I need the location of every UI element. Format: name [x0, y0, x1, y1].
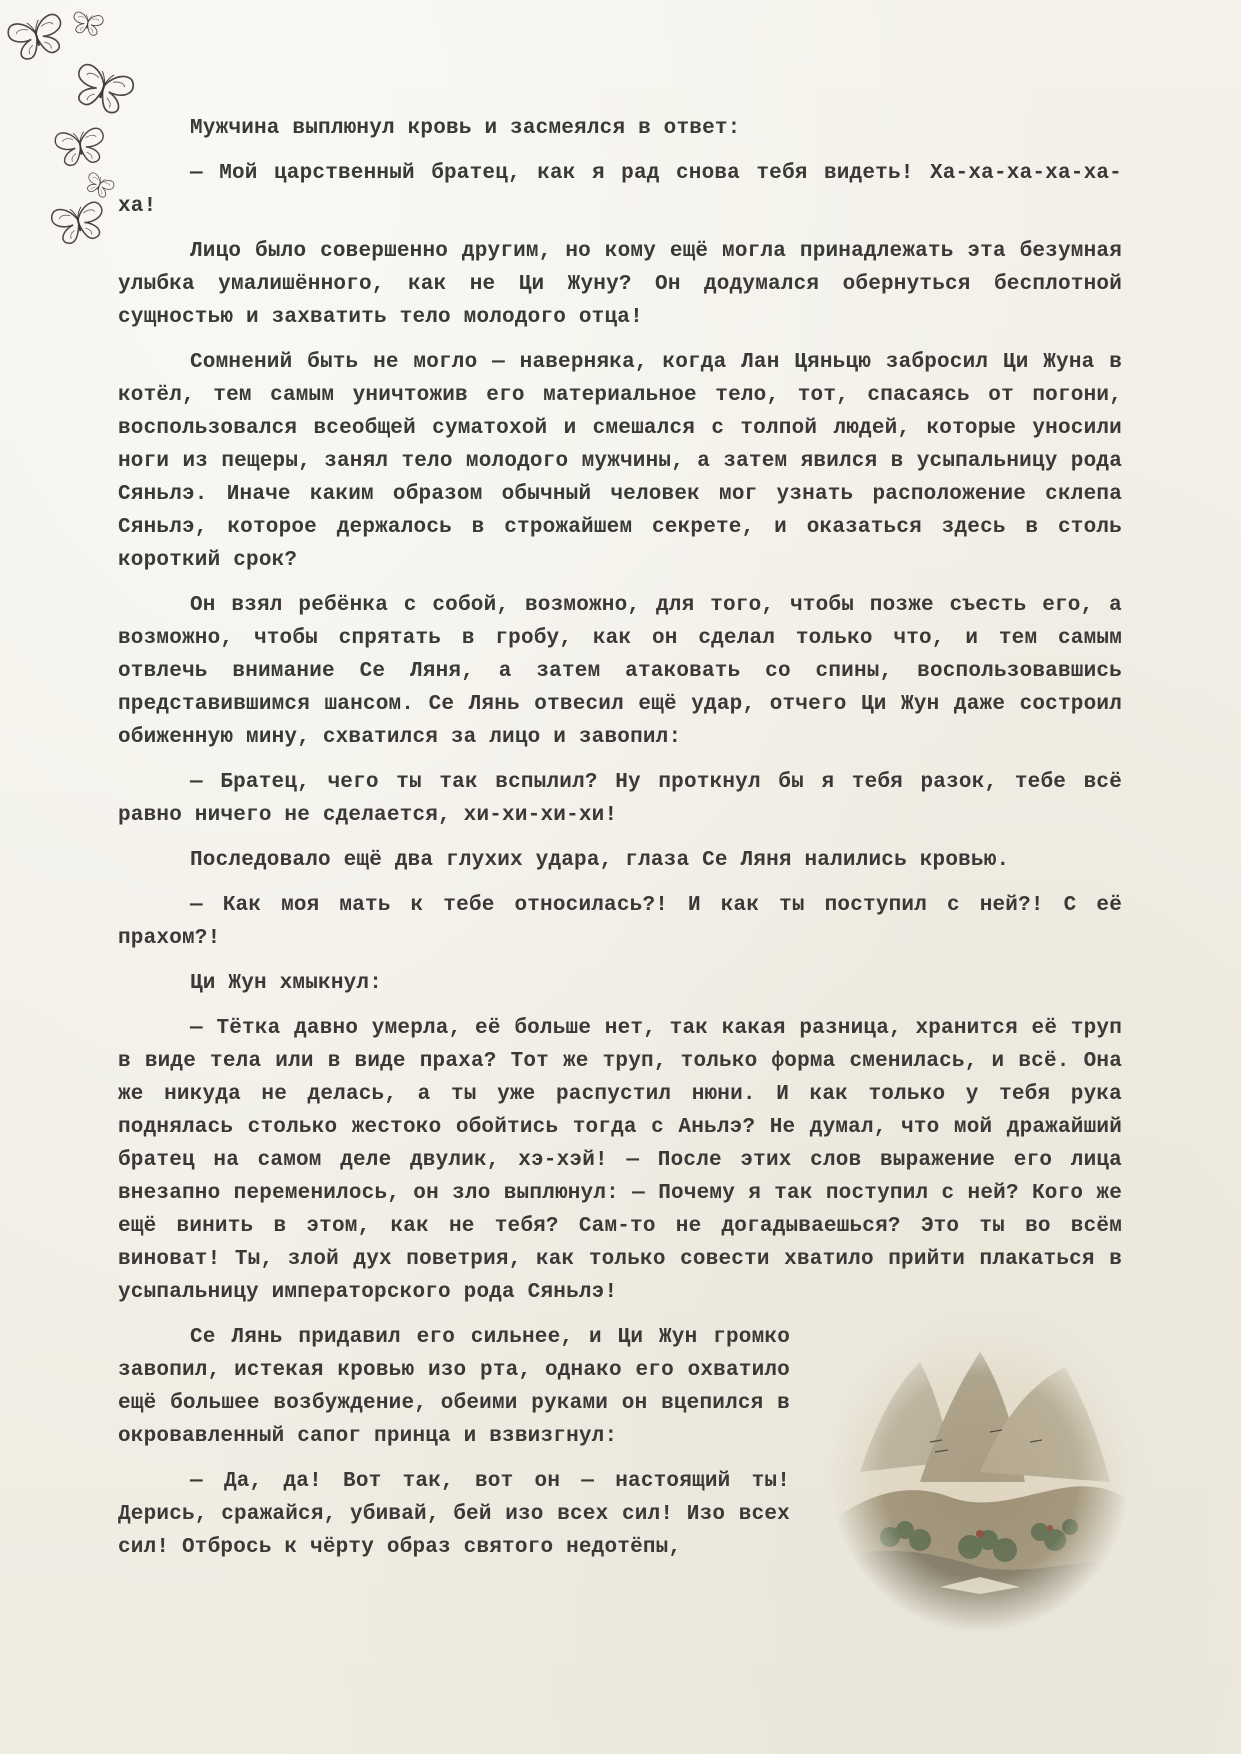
paragraph: — Тётка давно умерла, её больше нет, так какая разница, хранится её труп в виде тела или в виде праха? Тот же труп, только форма сменилась, и всё. Она же никуда не делась, а ты уже распустил нюни. И как только у тебя рука поднялась столько жестоко обойтись тогда с Аньлэ? Не думал, что мой дражайший братец на самом деле двулик, хэ-хэй! — После этих слов выражение его лица внезапно переменилось, он зло выплюнул: — Почему я так поступил с ней? Кого же ещё винить в этом, как не тебя? Сам-то не догадываешься? Это ты во всём виноват! Ты, злой дух поветрия, как только совести хватило прийти плакаться в усыпальницу императорского рода Сяньлэ! [118, 1017, 1122, 1304]
butterfly-icon [83, 172, 115, 200]
paragraph: Сомнений быть не могло — наверняка, когда Лан Цяньцю забросил Ци Жуна в котёл, тем самым уничтожив его материальное тело, тот, спасаясь от погони, воспользовался всеобщей суматохой и смешался с толпой людей, которые уносили ноги из пещеры, занял тело молодого мужчины, а затем явился в усыпальницу рода Сяньлэ. Иначе каким образом обычный человек мог узнать расположение склепа Сяньлэ, которое держалось в строжайшем секрете, и оказаться здесь в столь короткий срок? [118, 351, 1122, 572]
butterfly-icon [6, 13, 67, 63]
paragraph: Ци Жун хмыкнул: [190, 972, 383, 995]
butterfly-icon [71, 11, 104, 36]
paragraph: — Мой царственный братец, как я рад снова тебя видеть! Ха-ха-ха-ха-ха-ха! [118, 162, 1122, 218]
landscape-painting [830, 1322, 1130, 1632]
paragraph: — Братец, чего ты так вспылил? Ну проткнул бы я тебя разок, тебе всё равно ничего не сделается, хи-хи-хи-хи! [118, 771, 1122, 827]
paragraph: Се Лянь придавил его сильнее, и Ци Жун громко завопил, истекая кровью изо рта, однако его охватило ещё большее возбуждение, обеими руками он вцепился в окровавленный сапог принца и взвизгнул: [118, 1326, 790, 1448]
paragraph: Мужчина выплюнул кровь и засмеялся в ответ: [190, 117, 741, 140]
butterfly-icon [50, 201, 107, 246]
paragraph: Он взял ребёнка с собой, возможно, для того, чтобы позже съесть его, а возможно, чтобы спрятать в гробу, как он сделал только что, и тем самым отвлечь внимание Се Ляня, а затем атаковать со спины, воспользовавшись представившимся шансом. Се Лянь отвесил ещё удар, отчего Ци Жун даже состроил обиженную мину, схватился за лицо и завопил: [118, 594, 1122, 749]
paragraph: — Как моя мать к тебе относилась?! И как ты поступил с ней?! С её прахом?! [118, 894, 1122, 950]
butterfly-icon [70, 62, 136, 117]
paragraph: — Да, да! Вот так, вот он — настоящий ты! Дерись, сражайся, убивай, бей изо всех сил! Изо всех сил! Отбрось к чёрту образ святого недотёпы, [118, 1470, 790, 1559]
butterfly-icon [54, 127, 106, 167]
paragraph: Последовало ещё два глухих удара, глаза Се Ляня налились кровью. [190, 849, 1010, 872]
paragraph: Лицо было совершенно другим, но кому ещё могла принадлежать эта безумная улыбка умалишённого, как не Ци Жуну? Он додумался обернуться бесплотной сущностью и захватить тело молодого отца! [118, 240, 1122, 329]
